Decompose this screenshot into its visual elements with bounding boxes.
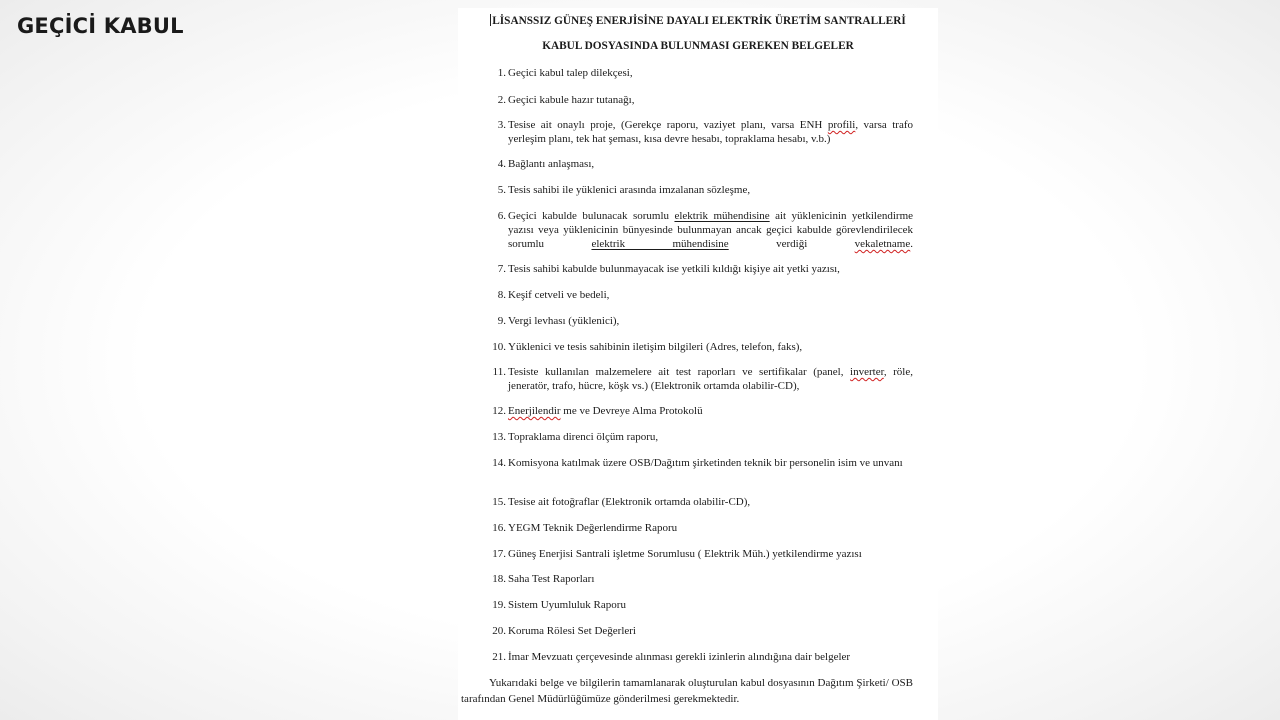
text-segment: Geçici kabul talep dilekçesi, [508,67,633,79]
list-item [486,547,913,561]
list-item-text [508,650,913,664]
list-item-text [508,157,913,171]
list-item [486,183,913,197]
underlined-text: elektrik mühendisine [591,238,729,250]
list-item [486,288,913,302]
text-segment: Tesise ait fotoğraflar (Elektronik ortamda olabilir-CD), [508,496,751,508]
text-segment: , röle, jeneratör, trafo, hücre, köşk vs.) (Elektronik ortamda olabilir-CD), [508,366,913,392]
list-item-text [508,598,913,612]
text-segment: İmar Mevzuatı çerçevesinde alınması gerekli izinlerin alındığına dair belgeler [508,651,851,663]
text-segment: , varsa trafo yerleşim planı, tek hat şeması, kısa devre hesabı, topraklama hesabı, v.b.) [508,119,913,145]
text-segment: Geçici kabulde bulunacak sorumlu [508,210,675,222]
list-item-number: 9. [497,315,506,327]
list-item-number: 11. [492,366,506,378]
text-segment: Keşif cetveli ve bedeli, [508,289,610,301]
list-item-text [508,314,913,328]
list-item-number: 15. [492,496,506,508]
list-item [486,157,913,171]
list-item [486,314,913,328]
scanned-document [458,8,938,720]
list-item [486,66,913,80]
list-item [486,118,913,146]
list-item-text [508,209,913,251]
text-segment: Tesiste kullanılan malzemelere ait test raporları ve sertifikalar (panel, [508,366,851,378]
list-item [486,521,913,535]
list-item [486,598,913,612]
list-item-number: 6. [497,210,506,222]
list-item-text [508,572,913,586]
list-item [486,93,913,107]
underlined-text: elektrik mühendisine [674,210,770,222]
list-item-text [508,183,913,197]
list-item [486,495,913,509]
text-segment: Saha Test Raporları [508,573,595,585]
text-segment: Topraklama direnci ölçüm raporu, [508,431,659,443]
document-heading-text: LİSANSSIZ GÜNEŞ ENERJİSİNE DAYALI ELEKTRİK ÜRETİM SANTRALLERİ [492,15,906,27]
slide-title: GEÇİCİ KABUL [17,14,184,38]
list-item [486,624,913,638]
document-heading-sub: KABUL DOSYASINDA BULUNMASI GEREKEN BELGELER [542,40,854,52]
document-footer-paragraph: Yukarıdaki belge ve bilgilerin tamamlanarak oluşturulan kabul dosyasının Dağıtım Şirketi/ OSB tarafından Genel Müdürlüğümüze gönderilmesi gerekmektedir. [461,677,913,705]
list-item-text [508,547,913,561]
list-item-number: 21. [492,651,506,663]
list-item-text [508,118,913,146]
list-item-number: 2. [497,94,506,106]
list-item-text [508,365,913,393]
list-item [486,340,913,354]
list-item-text [508,93,913,107]
list-item-number: 13. [492,431,506,443]
text-segment: ait yüklenicinin yetkilendirme yazısı veya yüklenicinin bünyesinde bulunmayan ancak geçici kabulde görevlendirilecek sorumlu [508,210,914,250]
list-item [486,262,913,276]
text-segment: Sistem Uyumluluk Raporu [508,599,626,611]
text-segment: verdiği [728,238,855,250]
spellcheck-word: vekaletname [854,238,911,250]
list-item-number: 17. [492,548,506,560]
text-segment: Vergi levhası (yüklenici), [508,315,620,327]
list-item-number: 20. [492,625,506,637]
list-item-number: 8. [497,289,506,301]
list-item-text [508,430,913,444]
document-heading-main [458,14,938,27]
list-item-text [508,262,913,276]
list-item-text [508,495,913,509]
list-item [486,209,913,251]
spellcheck-word: profili [827,119,856,131]
list-item-number: 1. [497,67,506,79]
list-item-text [508,340,913,354]
list-item-text [508,521,913,535]
text-segment: Tesis sahibi ile yüklenici arasında imzalanan sözleşme, [508,184,751,196]
list-item-number: 16. [492,522,506,534]
text-segment: Güneş Enerjisi Santrali işletme Sorumlusu ( Elektrik Müh.) yetkilendirme yazısı [508,548,862,560]
list-item-number: 19. [492,599,506,611]
text-segment: me ve Devreye Alma Protokolü [560,405,703,417]
text-segment: Koruma Rölesi Set Değerleri [508,625,636,637]
list-item-text [508,288,913,302]
list-item [486,572,913,586]
list-item-number: 7. [497,263,506,275]
list-item [486,456,913,470]
list-item-number: 5. [497,184,506,196]
list-item [486,650,913,664]
list-item [486,430,913,444]
text-segment: Yüklenici ve tesis sahibinin iletişim bilgileri (Adres, telefon, faks), [508,341,803,353]
spellcheck-word: Enerjilendir [508,405,561,417]
list-item-text [508,404,913,418]
list-item [486,404,913,418]
spellcheck-word: inverter [850,366,884,378]
list-item-number: 14. [492,457,506,469]
text-segment: Bağlantı anlaşması, [508,158,595,170]
text-segment: Tesise ait onaylı proje, (Gerekçe raporu, vaziyet planı, varsa ENH [508,119,828,131]
list-item-number: 18. [492,573,506,585]
list-item-text [508,66,913,80]
text-segment: . [910,238,913,250]
list-item-number: 3. [497,119,506,131]
list-item-text [508,624,913,638]
text-segment: Geçici kabule hazır tutanağı, [508,94,635,106]
list-item-number: 4. [497,158,506,170]
text-segment: Tesis sahibi kabulde bulunmayacak ise yetkili kıldığı kişiye ait yetki yazısı, [508,263,840,275]
list-item-number: 12. [492,405,506,417]
list-item [486,365,913,393]
text-segment: Komisyona katılmak üzere OSB/Dağıtım şirketinden teknik bir personelin isim ve unvanı [508,457,903,469]
text-segment: YEGM Teknik Değerlendirme Raporu [508,522,678,534]
list-item-text [508,456,913,470]
list-item-number: 10. [492,341,506,353]
